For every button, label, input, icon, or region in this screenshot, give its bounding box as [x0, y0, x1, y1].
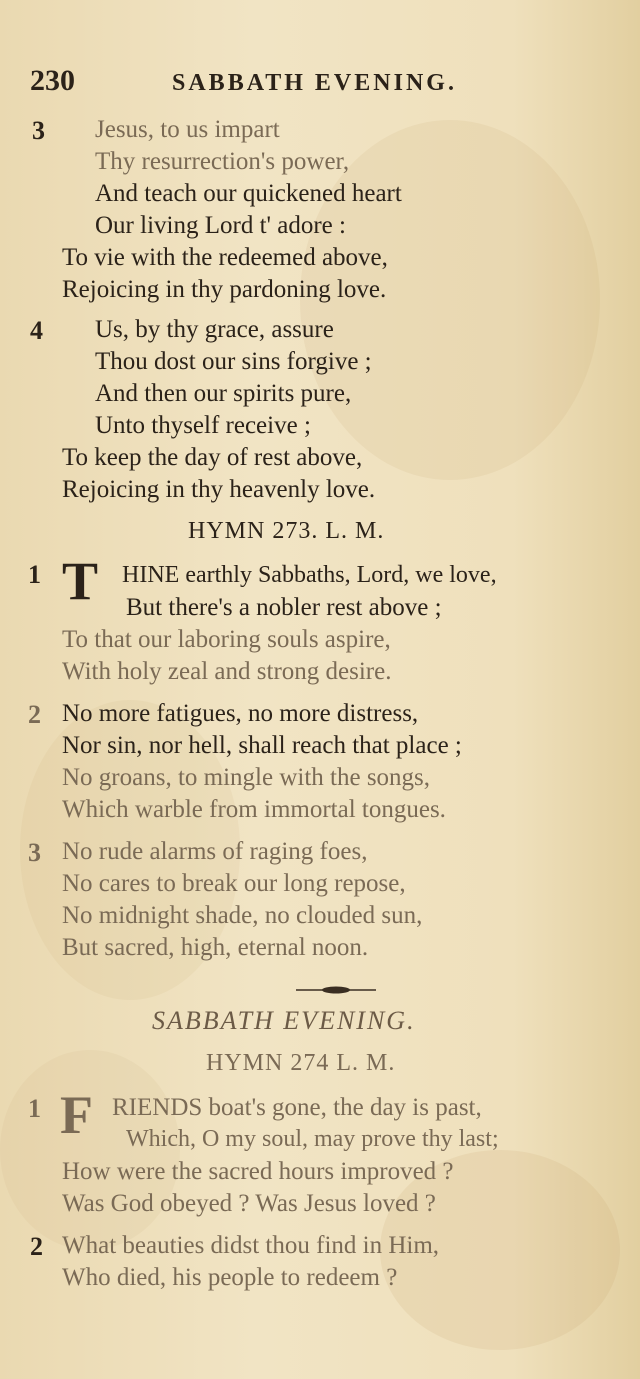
verse-line: To vie with the redeemed above,: [62, 244, 388, 271]
verse-line: No cares to break our long repose,: [62, 870, 406, 897]
verse-number: 3: [28, 838, 41, 867]
verse-line: Unto thyself receive ;: [95, 412, 311, 439]
hymn-title: HYMN 273. L. M.: [188, 518, 385, 544]
verse-number: 4: [30, 316, 43, 345]
ornament-divider: [296, 984, 376, 996]
verse-line: Which, O my soul, may prove thy last;: [126, 1126, 499, 1152]
verse-line: To that our laboring souls aspire,: [62, 626, 391, 653]
verse-line: Which warble from immortal tongues.: [62, 796, 446, 823]
verse-line: Our living Lord t' adore :: [95, 212, 346, 239]
verse-line: Rejoicing in thy heavenly love.: [62, 476, 376, 503]
verse-line: But there's a nobler rest above ;: [126, 594, 442, 621]
verse-line: How were the sacred hours improved ?: [62, 1158, 454, 1185]
page-number: 230: [30, 64, 75, 97]
verse-line: No groans, to mingle with the songs,: [62, 764, 431, 791]
running-title: SABBATH EVENING.: [172, 70, 457, 96]
verse-line: Jesus, to us impart: [95, 116, 280, 143]
verse-line: But sacred, high, eternal noon.: [62, 934, 369, 961]
verse-number: 3: [32, 116, 45, 145]
verse-line: Rejoicing in thy pardoning love.: [62, 276, 387, 303]
verse-line: What beauties didst thou find in Him,: [62, 1232, 440, 1259]
page-header: [30, 64, 610, 104]
verse-line: To keep the day of rest above,: [62, 444, 363, 471]
drop-cap: F: [60, 1085, 93, 1145]
verse-number: 1: [28, 560, 41, 589]
verse-line: Thy resurrection's power,: [95, 148, 350, 175]
verse-line: Was God obeyed ? Was Jesus loved ?: [62, 1190, 436, 1217]
verse-line: Thou dost our sins forgive ;: [95, 348, 372, 375]
verse-number: 2: [28, 700, 41, 729]
section-title: SABBATH EVENING.: [152, 1006, 416, 1035]
verse-line: Us, by thy grace, assure: [95, 316, 334, 343]
verse-line: No midnight shade, no clouded sun,: [62, 902, 423, 929]
verse-line: With holy zeal and strong desire.: [62, 658, 392, 685]
hymn-title: HYMN 274 L. M.: [206, 1050, 396, 1076]
verse-line: And then our spirits pure,: [95, 380, 352, 407]
verse-line: No more fatigues, no more distress,: [62, 700, 419, 727]
drop-cap: T: [62, 551, 99, 611]
verse-number: 1: [28, 1094, 41, 1123]
verse-line: Who died, his people to redeem ?: [62, 1264, 398, 1291]
verse-line: And teach our quickened heart: [95, 180, 402, 207]
verse-line: No rude alarms of raging foes,: [62, 838, 368, 865]
verse-line: HINE earthly Sabbaths, Lord, we love,: [122, 562, 497, 588]
verse-line: RIENDS boat's gone, the day is past,: [112, 1094, 482, 1121]
verse-line: Nor sin, nor hell, shall reach that place ;: [62, 732, 462, 759]
verse-number: 2: [30, 1232, 43, 1261]
